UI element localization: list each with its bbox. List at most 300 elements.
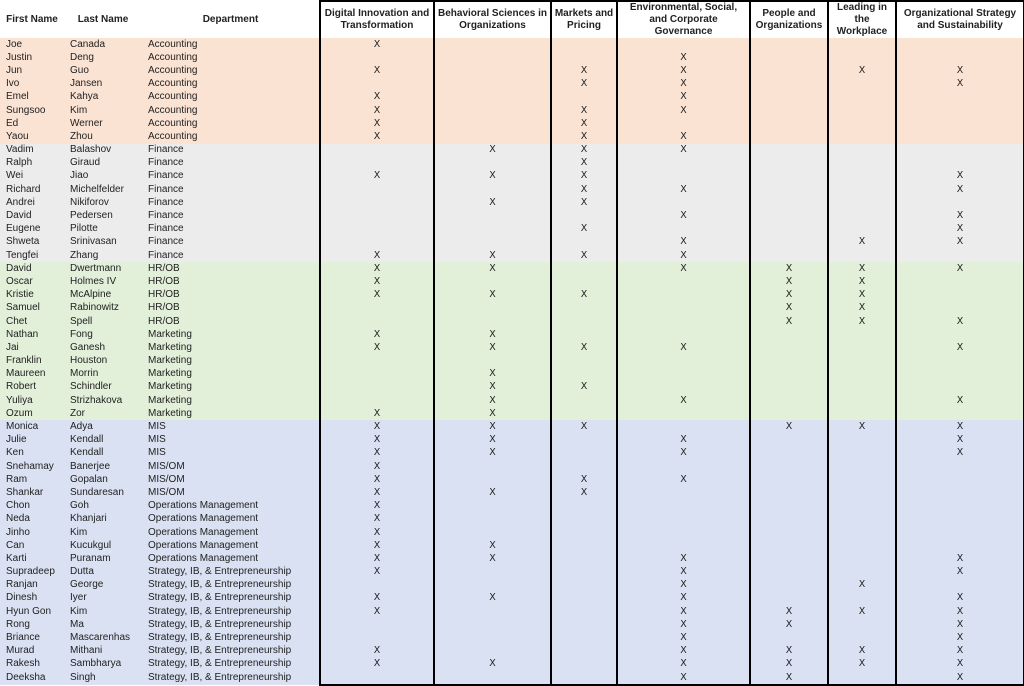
first-name-cell: Yuliya (0, 394, 64, 407)
department-cell: Marketing (142, 368, 320, 381)
course-mark-cell (750, 486, 828, 499)
course-mark-cell (750, 552, 828, 565)
course-mark-cell: X (896, 170, 1024, 183)
last-name-cell: Pilotte (64, 223, 142, 236)
course-mark-cell (828, 407, 896, 420)
table-row (0, 78, 1024, 91)
course-mark-cell: X (551, 249, 617, 262)
table-row (0, 104, 1024, 117)
first-name-cell: Can (0, 539, 64, 552)
course-mark-cell: X (434, 592, 551, 605)
course-mark-cell (434, 236, 551, 249)
course-mark-cell (551, 434, 617, 447)
first-name-cell: Ralph (0, 157, 64, 170)
department-cell: MIS/OM (142, 486, 320, 499)
course-mark-cell: X (896, 262, 1024, 275)
first-name-cell: Jinho (0, 526, 64, 539)
first-name-cell: Snehamay (0, 460, 64, 473)
last-name-cell: Zor (64, 407, 142, 420)
course-mark-cell (750, 566, 828, 579)
course-mark-cell (750, 91, 828, 104)
course-mark-cell: X (434, 381, 551, 394)
course-mark-cell: X (320, 447, 434, 460)
course-mark-cell: X (750, 289, 828, 302)
last-name-cell: Jiao (64, 170, 142, 183)
course-mark-cell (828, 473, 896, 486)
course-mark-cell: X (320, 592, 434, 605)
course-mark-cell: X (896, 420, 1024, 433)
course-mark-cell (434, 315, 551, 328)
course-mark-cell: X (551, 473, 617, 486)
last-name-cell: Kim (64, 526, 142, 539)
course-mark-cell (434, 579, 551, 592)
course-mark-cell: X (617, 51, 750, 64)
course-mark-cell (828, 223, 896, 236)
course-mark-cell: X (896, 78, 1024, 91)
first-name-cell: David (0, 262, 64, 275)
last-name-cell: Banerjee (64, 460, 142, 473)
course-mark-cell: X (551, 223, 617, 236)
course-mark-cell (617, 500, 750, 513)
course-mark-cell: X (551, 104, 617, 117)
course-mark-cell (828, 513, 896, 526)
course-mark-cell (828, 447, 896, 460)
first-name-cell: Maureen (0, 368, 64, 381)
course-mark-cell (750, 368, 828, 381)
course-mark-cell: X (320, 434, 434, 447)
course-mark-cell (828, 592, 896, 605)
course-mark-cell: X (551, 64, 617, 77)
course-mark-cell (617, 539, 750, 552)
last-name-cell: Kendall (64, 434, 142, 447)
course-mark-cell (320, 302, 434, 315)
first-name-cell: Shankar (0, 486, 64, 499)
course-mark-cell (320, 78, 434, 91)
course-mark-cell (434, 183, 551, 196)
first-name-cell: Karti (0, 552, 64, 565)
course-mark-cell (828, 183, 896, 196)
department-cell: Marketing (142, 355, 320, 368)
course-mark-cell: X (896, 658, 1024, 671)
last-name-cell: Srinivasan (64, 236, 142, 249)
course-mark-cell (896, 275, 1024, 288)
first-name-cell: Justin (0, 51, 64, 64)
course-mark-cell: X (320, 170, 434, 183)
course-mark-cell: X (320, 526, 434, 539)
course-mark-cell (320, 381, 434, 394)
course-mark-cell (896, 91, 1024, 104)
table-row (0, 170, 1024, 183)
last-name-cell: Ganesh (64, 341, 142, 354)
course-mark-cell: X (617, 631, 750, 644)
department-cell: Strategy, IB, & Entrepreneurship (142, 566, 320, 579)
course-mark-cell (434, 605, 551, 618)
course-mark-cell: X (617, 236, 750, 249)
course-mark-cell: X (828, 315, 896, 328)
course-mark-cell: X (320, 407, 434, 420)
course-mark-cell: X (320, 605, 434, 618)
course-mark-cell: X (551, 486, 617, 499)
first-name-cell: Chon (0, 500, 64, 513)
course-mark-cell: X (828, 658, 896, 671)
course-mark-cell (828, 144, 896, 157)
course-mark-cell: X (896, 605, 1024, 618)
course-mark-cell (896, 460, 1024, 473)
first-name-cell: Murad (0, 645, 64, 658)
course-mark-cell (896, 473, 1024, 486)
course-mark-cell (828, 38, 896, 51)
course-mark-cell (896, 51, 1024, 64)
course-mark-cell (750, 355, 828, 368)
first-name-cell: Vadim (0, 144, 64, 157)
course-mark-cell: X (434, 486, 551, 499)
course-mark-cell (617, 328, 750, 341)
department-cell: Finance (142, 157, 320, 170)
first-name-cell: Deeksha (0, 671, 64, 685)
department-cell: Strategy, IB, & Entrepreneurship (142, 605, 320, 618)
course-mark-cell (750, 170, 828, 183)
course-mark-cell (320, 671, 434, 685)
course-mark-cell (551, 526, 617, 539)
course-mark-cell (896, 196, 1024, 209)
course-mark-cell (320, 579, 434, 592)
course-mark-cell (896, 539, 1024, 552)
table-row (0, 355, 1024, 368)
table-row (0, 539, 1024, 552)
course-mark-cell: X (750, 671, 828, 685)
course-mark-cell (551, 645, 617, 658)
first-name-cell: Briance (0, 631, 64, 644)
course-mark-cell: X (320, 289, 434, 302)
table-row (0, 618, 1024, 631)
course-mark-cell (750, 223, 828, 236)
first-name-cell: Ed (0, 117, 64, 130)
department-cell: Marketing (142, 341, 320, 354)
course-mark-cell: X (434, 394, 551, 407)
course-mark-cell (551, 394, 617, 407)
course-mark-cell (617, 355, 750, 368)
department-cell: Finance (142, 183, 320, 196)
course-mark-cell: X (617, 605, 750, 618)
course-mark-cell (551, 315, 617, 328)
department-cell: Strategy, IB, & Entrepreneurship (142, 658, 320, 671)
course-mark-cell (617, 302, 750, 315)
department-cell: MIS (142, 434, 320, 447)
department-cell: MIS/OM (142, 473, 320, 486)
table-row (0, 157, 1024, 170)
table-row (0, 209, 1024, 222)
last-name-cell: Kahya (64, 91, 142, 104)
department-cell: Strategy, IB, & Entrepreneurship (142, 579, 320, 592)
course-header-leading-workplace: Leading in the Workplace (828, 1, 896, 38)
course-mark-cell (750, 51, 828, 64)
course-mark-cell: X (896, 645, 1024, 658)
last-name-cell: Balashov (64, 144, 142, 157)
last-name-cell: Khanjari (64, 513, 142, 526)
last-name-cell: Pedersen (64, 209, 142, 222)
last-name-cell: Spell (64, 315, 142, 328)
course-mark-cell: X (320, 104, 434, 117)
table-row (0, 275, 1024, 288)
course-mark-cell (828, 539, 896, 552)
course-mark-cell: X (896, 341, 1024, 354)
last-name-cell: Ma (64, 618, 142, 631)
course-mark-cell (750, 592, 828, 605)
last-name-cell: Singh (64, 671, 142, 685)
department-cell: Marketing (142, 381, 320, 394)
course-mark-cell: X (617, 592, 750, 605)
last-name-cell: Kendall (64, 447, 142, 460)
header-row (0, 1, 1024, 38)
table-row (0, 434, 1024, 447)
course-mark-cell (617, 513, 750, 526)
faculty-rows (0, 38, 1024, 685)
course-mark-cell: X (750, 658, 828, 671)
course-mark-cell (828, 355, 896, 368)
course-mark-cell: X (750, 315, 828, 328)
table-row (0, 473, 1024, 486)
first-name-cell: Robert (0, 381, 64, 394)
course-mark-cell (320, 631, 434, 644)
course-mark-cell (434, 78, 551, 91)
course-mark-cell: X (617, 262, 750, 275)
course-mark-cell: X (828, 605, 896, 618)
course-mark-cell: X (896, 223, 1024, 236)
course-mark-cell (896, 289, 1024, 302)
course-mark-cell (828, 631, 896, 644)
course-mark-cell (828, 368, 896, 381)
last-name-cell: Houston (64, 355, 142, 368)
course-mark-cell: X (750, 262, 828, 275)
course-mark-cell (750, 236, 828, 249)
course-mark-cell (551, 631, 617, 644)
first-name-cell: Rong (0, 618, 64, 631)
course-mark-cell (750, 407, 828, 420)
last-name-cell: Kucukgul (64, 539, 142, 552)
first-name-cell: Neda (0, 513, 64, 526)
department-cell: Finance (142, 236, 320, 249)
course-mark-cell (320, 144, 434, 157)
course-mark-cell: X (434, 289, 551, 302)
course-mark-cell (896, 407, 1024, 420)
course-mark-cell: X (434, 539, 551, 552)
first-name-cell: Ozum (0, 407, 64, 420)
course-mark-cell (434, 117, 551, 130)
course-mark-cell: X (617, 394, 750, 407)
course-mark-cell (320, 157, 434, 170)
first-name-cell: Richard (0, 183, 64, 196)
course-mark-cell: X (617, 671, 750, 685)
course-mark-cell (828, 434, 896, 447)
course-mark-cell (750, 460, 828, 473)
course-mark-cell (551, 209, 617, 222)
course-mark-cell (434, 209, 551, 222)
course-mark-cell (750, 447, 828, 460)
course-mark-cell (551, 275, 617, 288)
table-row (0, 328, 1024, 341)
department-cell: Strategy, IB, & Entrepreneurship (142, 631, 320, 644)
table-row (0, 592, 1024, 605)
course-mark-cell (750, 328, 828, 341)
table-row (0, 117, 1024, 130)
last-name-cell: Guo (64, 64, 142, 77)
course-mark-cell: X (896, 64, 1024, 77)
course-mark-cell (551, 51, 617, 64)
last-name-cell: Gopalan (64, 473, 142, 486)
course-mark-cell: X (320, 420, 434, 433)
course-mark-cell (750, 381, 828, 394)
last-name-cell: Canada (64, 38, 142, 51)
course-mark-cell: X (320, 328, 434, 341)
course-mark-cell: X (434, 447, 551, 460)
department-cell: Accounting (142, 38, 320, 51)
department-cell: HR/OB (142, 289, 320, 302)
table-row (0, 262, 1024, 275)
course-mark-cell: X (750, 302, 828, 315)
course-mark-cell (828, 460, 896, 473)
table-row (0, 605, 1024, 618)
course-mark-cell (896, 513, 1024, 526)
course-mark-cell: X (320, 91, 434, 104)
course-mark-cell (551, 605, 617, 618)
department-cell: HR/OB (142, 302, 320, 315)
course-header-people-organizations: People and Organizations (750, 1, 828, 38)
last-name-cell: Puranam (64, 552, 142, 565)
course-mark-cell: X (896, 315, 1024, 328)
course-mark-cell: X (617, 130, 750, 143)
course-mark-cell (828, 170, 896, 183)
course-mark-cell (750, 513, 828, 526)
last-name-cell: Dutta (64, 566, 142, 579)
course-mark-cell (896, 157, 1024, 170)
course-mark-cell (320, 236, 434, 249)
course-mark-cell (750, 64, 828, 77)
course-mark-cell (828, 500, 896, 513)
course-mark-cell (434, 645, 551, 658)
first-name-cell: Supradeep (0, 566, 64, 579)
department-cell: Strategy, IB, & Entrepreneurship (142, 671, 320, 685)
course-mark-cell: X (750, 645, 828, 658)
course-mark-cell: X (320, 566, 434, 579)
course-mark-cell (750, 157, 828, 170)
course-mark-cell: X (617, 473, 750, 486)
last-name-cell: Mithani (64, 645, 142, 658)
last-name-cell: Dwertmann (64, 262, 142, 275)
course-mark-cell: X (320, 513, 434, 526)
table-row (0, 341, 1024, 354)
first-name-cell: Shweta (0, 236, 64, 249)
table-row (0, 51, 1024, 64)
table-row (0, 447, 1024, 460)
course-mark-cell: X (551, 170, 617, 183)
course-mark-cell (828, 394, 896, 407)
course-mark-cell: X (320, 262, 434, 275)
department-cell: Marketing (142, 328, 320, 341)
course-mark-cell (551, 671, 617, 685)
course-mark-cell: X (896, 209, 1024, 222)
course-mark-cell (551, 552, 617, 565)
last-name-cell: Werner (64, 117, 142, 130)
course-mark-cell (750, 196, 828, 209)
course-mark-cell: X (617, 552, 750, 565)
course-mark-cell (750, 144, 828, 157)
first-name-cell: Rakesh (0, 658, 64, 671)
last-name-header: Last Name (64, 1, 142, 38)
course-mark-cell (828, 117, 896, 130)
course-mark-cell: X (320, 130, 434, 143)
course-mark-cell: X (434, 262, 551, 275)
department-cell: Accounting (142, 51, 320, 64)
department-cell: Operations Management (142, 500, 320, 513)
course-mark-cell (551, 91, 617, 104)
department-cell: Operations Management (142, 526, 320, 539)
course-mark-cell (750, 38, 828, 51)
first-name-cell: Ram (0, 473, 64, 486)
course-mark-cell (750, 130, 828, 143)
course-mark-cell (617, 196, 750, 209)
course-mark-cell (896, 144, 1024, 157)
course-header-markets-pricing: Markets and Pricing (551, 1, 617, 38)
first-name-cell: Samuel (0, 302, 64, 315)
course-mark-cell: X (551, 420, 617, 433)
department-cell: Strategy, IB, & Entrepreneurship (142, 645, 320, 658)
first-name-cell: Chet (0, 315, 64, 328)
course-mark-cell: X (434, 552, 551, 565)
last-name-cell: George (64, 579, 142, 592)
course-mark-cell (828, 91, 896, 104)
last-name-cell: Holmes IV (64, 275, 142, 288)
course-mark-cell (320, 183, 434, 196)
course-mark-cell (828, 566, 896, 579)
course-mark-cell (551, 618, 617, 631)
course-mark-cell (434, 671, 551, 685)
course-mark-cell (750, 341, 828, 354)
course-mark-cell: X (896, 566, 1024, 579)
department-cell: Finance (142, 170, 320, 183)
first-name-cell: Emel (0, 91, 64, 104)
course-mark-cell (750, 526, 828, 539)
course-mark-cell (896, 381, 1024, 394)
course-mark-cell (320, 315, 434, 328)
course-mark-cell (320, 223, 434, 236)
table-row (0, 645, 1024, 658)
course-mark-cell (617, 381, 750, 394)
course-mark-cell: X (750, 420, 828, 433)
course-mark-cell: X (828, 262, 896, 275)
course-mark-cell (828, 130, 896, 143)
course-mark-cell: X (320, 249, 434, 262)
course-mark-cell: X (828, 302, 896, 315)
course-mark-cell (828, 552, 896, 565)
table-row (0, 183, 1024, 196)
course-mark-cell: X (551, 144, 617, 157)
course-mark-cell (828, 78, 896, 91)
department-cell: HR/OB (142, 275, 320, 288)
first-name-cell: Ranjan (0, 579, 64, 592)
course-mark-cell: X (617, 249, 750, 262)
table-row (0, 64, 1024, 77)
course-mark-cell (320, 209, 434, 222)
course-mark-cell: X (434, 196, 551, 209)
course-mark-cell (551, 38, 617, 51)
course-mark-cell (828, 209, 896, 222)
course-mark-cell (828, 486, 896, 499)
first-name-cell: Yaou (0, 130, 64, 143)
last-name-cell: Zhang (64, 249, 142, 262)
course-mark-cell (828, 618, 896, 631)
course-mark-cell (551, 592, 617, 605)
course-mark-cell (551, 262, 617, 275)
